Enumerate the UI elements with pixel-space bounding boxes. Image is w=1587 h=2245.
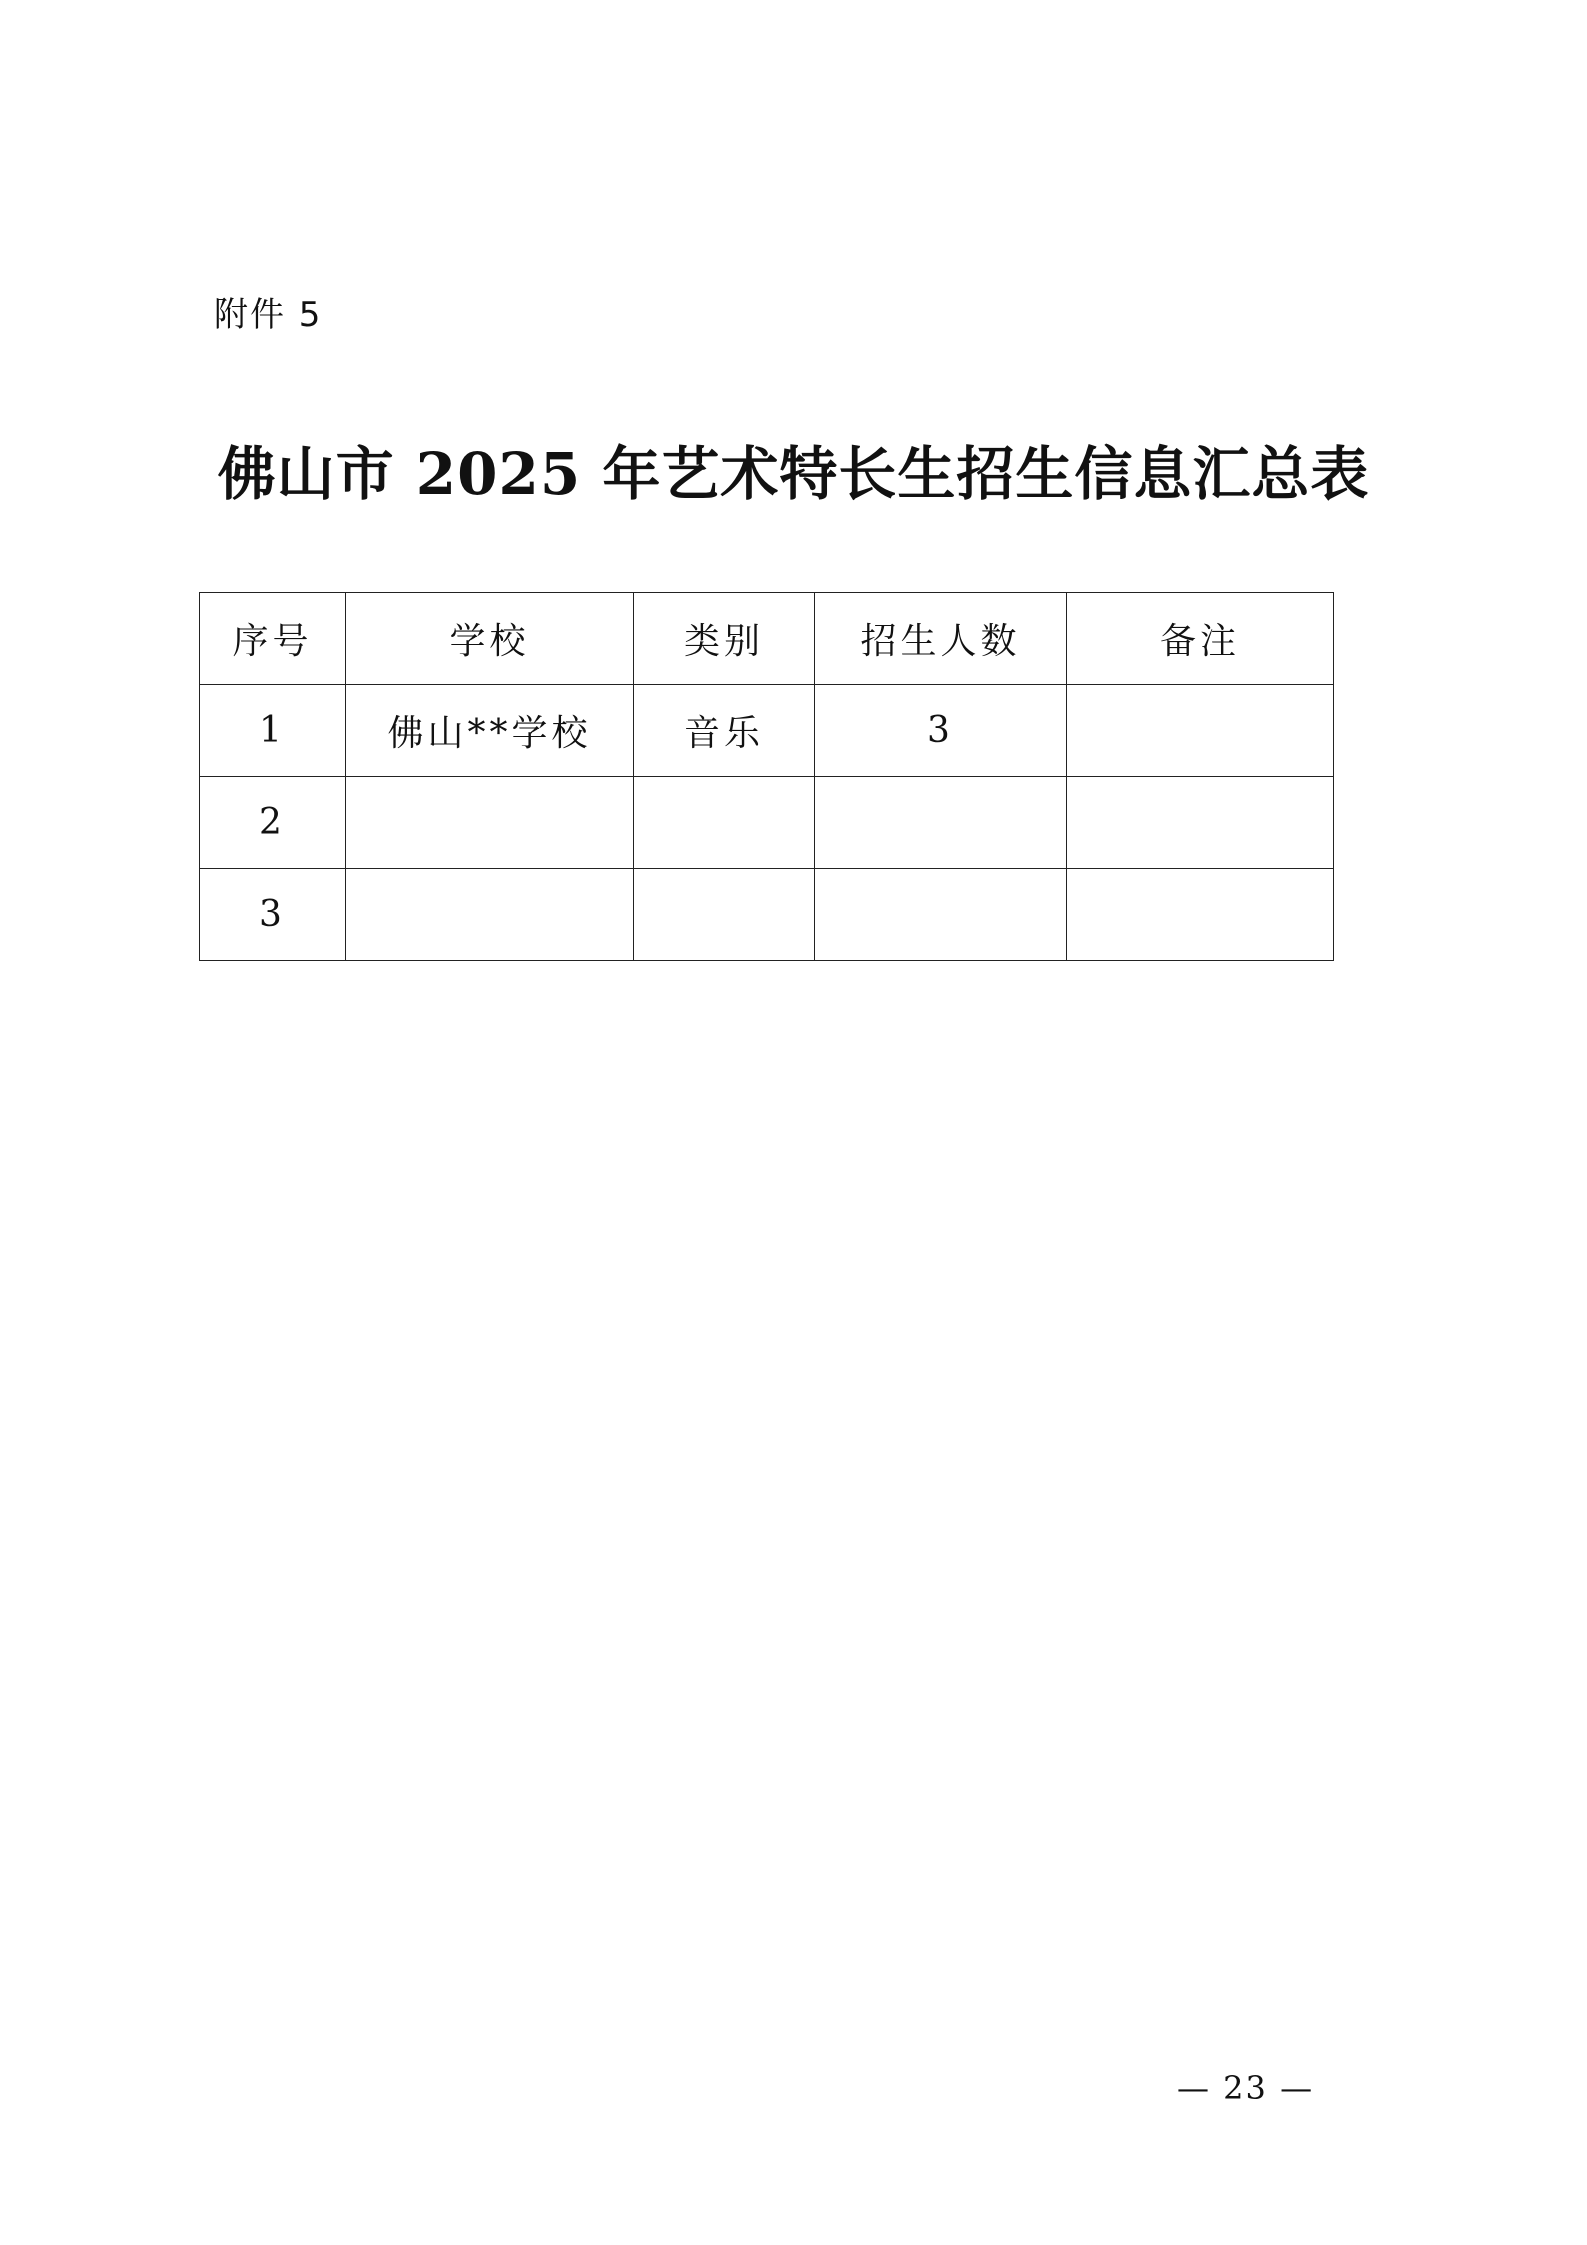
table-row: [200, 869, 1334, 961]
column-header-category: 类别: [634, 593, 815, 685]
cell-remarks: [1067, 777, 1334, 869]
document-title: 佛山市 2025 年艺术特长生招生信息汇总表: [217, 440, 1370, 508]
table-row: [200, 777, 1334, 869]
attachment-label: 附件 5: [214, 295, 323, 335]
cell-enrollment: [815, 777, 1067, 869]
column-header-index: 序号: [200, 593, 346, 685]
cell-remarks: [1067, 685, 1334, 777]
column-header-school: 学校: [346, 593, 634, 685]
cell-category: [634, 777, 815, 869]
cell-enrollment: [815, 869, 1067, 961]
cell-school: [346, 869, 634, 961]
cell-category: [634, 869, 815, 961]
column-header-remarks: 备注: [1067, 593, 1334, 685]
cell-enrollment: 3: [815, 685, 1067, 777]
cell-school: [346, 777, 634, 869]
cell-index: 1: [200, 685, 346, 777]
cell-index: 3: [200, 869, 346, 961]
cell-school: 佛山**学校: [346, 685, 634, 777]
cell-remarks: [1067, 869, 1334, 961]
cell-category: 音乐: [634, 685, 815, 777]
table-row: [200, 685, 1334, 777]
column-header-enrollment: 招生人数: [815, 593, 1067, 685]
summary-table: [199, 592, 1334, 961]
table-header-row: [200, 593, 1334, 685]
cell-index: 2: [200, 777, 346, 869]
page-number: — 23 —: [1177, 2069, 1315, 2107]
